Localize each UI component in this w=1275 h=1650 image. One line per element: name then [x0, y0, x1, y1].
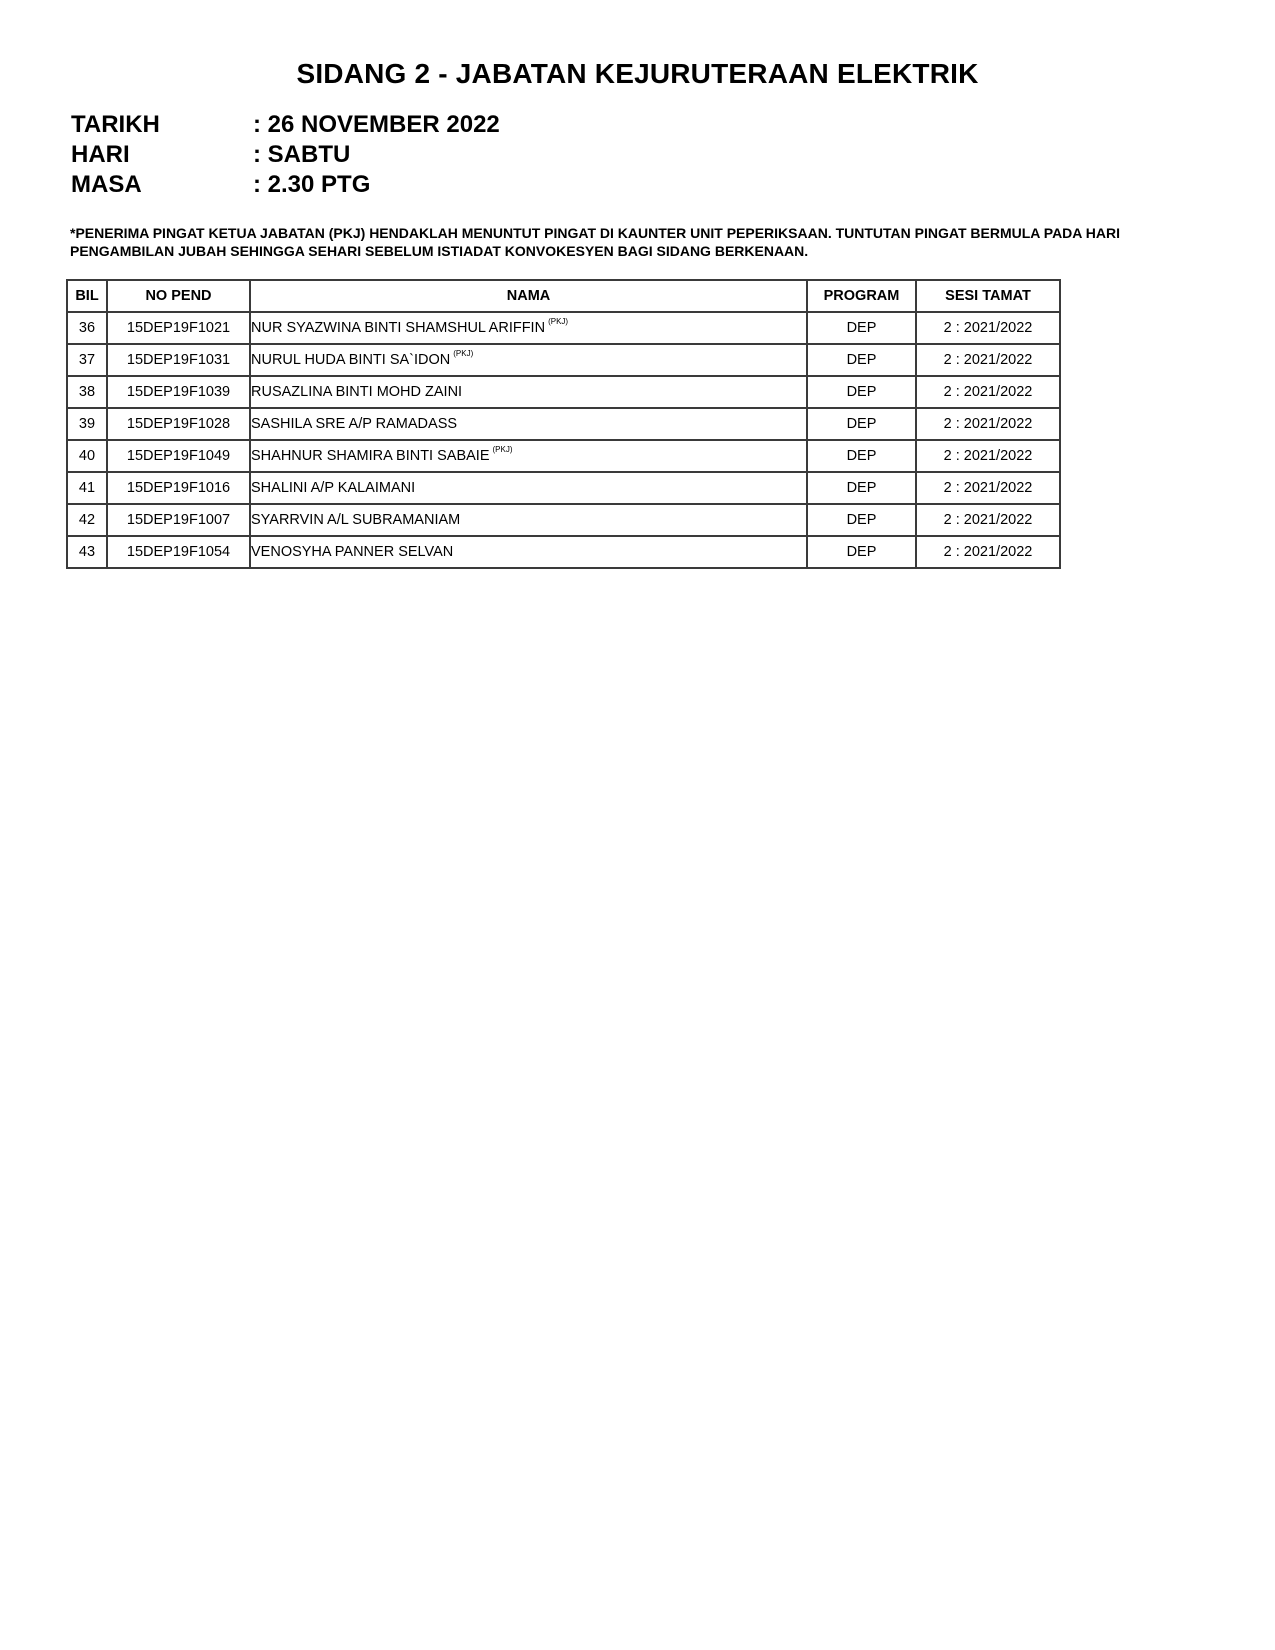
pkj-tag: (PKJ): [548, 317, 569, 326]
cell-bil: 43: [67, 536, 107, 568]
cell-program: DEP: [807, 472, 916, 504]
cell-sesi-tamat: 2 : 2021/2022: [916, 504, 1060, 536]
cell-no-pend: 15DEP19F1021: [107, 312, 250, 344]
table-row: [67, 472, 1060, 504]
cell-bil: 37: [67, 344, 107, 376]
info-value: : 26 NOVEMBER 2022: [253, 111, 500, 138]
cell-sesi-tamat: 2 : 2021/2022: [916, 312, 1060, 344]
student-name: SHALINI A/P KALAIMANI: [251, 480, 416, 496]
cell-program: DEP: [807, 312, 916, 344]
cell-program: DEP: [807, 344, 916, 376]
cell-no-pend: 15DEP19F1016: [107, 472, 250, 504]
pkj-tag: (PKJ): [492, 445, 513, 454]
table-row: [67, 440, 1060, 472]
cell-bil: 40: [67, 440, 107, 472]
cell-no-pend: 15DEP19F1049: [107, 440, 250, 472]
table-header-row: [67, 280, 1060, 312]
cell-program: DEP: [807, 536, 916, 568]
cell-no-pend: 15DEP19F1007: [107, 504, 250, 536]
page-title: SIDANG 2 - JABATAN KEJURUTERAAN ELEKTRIK: [296, 58, 979, 89]
info-label: HARI: [71, 141, 130, 168]
cell-no-pend: 15DEP19F1039: [107, 376, 250, 408]
cell-nama: [250, 440, 807, 472]
cell-sesi-tamat: 2 : 2021/2022: [916, 408, 1060, 440]
cell-no-pend: 15DEP19F1028: [107, 408, 250, 440]
cell-sesi-tamat: 2 : 2021/2022: [916, 344, 1060, 376]
student-name: SASHILA SRE A/P RAMADASS: [251, 416, 458, 432]
cell-bil: 36: [67, 312, 107, 344]
student-name: RUSAZLINA BINTI MOHD ZAINI: [251, 384, 463, 400]
info-label: TARIKH: [71, 111, 160, 138]
cell-program: DEP: [807, 408, 916, 440]
info-row-hari: [71, 140, 500, 170]
table-row: [67, 536, 1060, 568]
cell-bil: 38: [67, 376, 107, 408]
cell-nama: [250, 376, 807, 408]
table-body: [67, 312, 1060, 568]
student-name: SYARRVIN A/L SUBRAMANIAM: [251, 512, 461, 528]
cell-program: DEP: [807, 504, 916, 536]
cell-nama: [250, 408, 807, 440]
table-row: [67, 376, 1060, 408]
cell-no-pend: 15DEP19F1031: [107, 344, 250, 376]
table-row: [67, 344, 1060, 376]
student-name: VENOSYHA PANNER SELVAN: [251, 544, 454, 560]
column-header-program: PROGRAM: [807, 280, 916, 312]
cell-sesi-tamat: 2 : 2021/2022: [916, 536, 1060, 568]
cell-sesi-tamat: 2 : 2021/2022: [916, 440, 1060, 472]
cell-program: DEP: [807, 440, 916, 472]
column-header-bil: BIL: [67, 280, 107, 312]
cell-program: DEP: [807, 376, 916, 408]
info-row-masa: [71, 170, 500, 200]
info-row-tarikh: [71, 110, 500, 140]
info-value: : 2.30 PTG: [253, 171, 371, 198]
column-header-no-pend: NO PEND: [107, 280, 250, 312]
cell-no-pend: 15DEP19F1054: [107, 536, 250, 568]
info-value: : SABTU: [253, 141, 351, 168]
cell-nama: [250, 312, 807, 344]
table-row: [67, 408, 1060, 440]
student-name: NUR SYAZWINA BINTI SHAMSHUL ARIFFIN: [251, 320, 546, 336]
cell-nama: [250, 472, 807, 504]
column-header-nama: NAMA: [250, 280, 807, 312]
cell-nama: [250, 504, 807, 536]
info-label: MASA: [71, 171, 142, 198]
cell-bil: 39: [67, 408, 107, 440]
cell-bil: 42: [67, 504, 107, 536]
cell-bil: 41: [67, 472, 107, 504]
column-header-sesi-tamat: SESI TAMAT: [916, 280, 1060, 312]
student-name: SHAHNUR SHAMIRA BINTI SABAIE: [251, 448, 490, 464]
cell-nama: [250, 344, 807, 376]
pkj-note: *PENERIMA PINGAT KETUA JABATAN (PKJ) HENDAKLAH MENUNTUT PINGAT DI KAUNTER UNIT PEPERIKSAAN. TUNTUTAN PINGAT BERMULA PADA HARI PENGAMBILAN JUBAH SEHINGGA SEHARI SEBELUM ISTIADAT KONVOKESYEN BAGI SIDANG BERKENAAN.: [70, 225, 1120, 259]
table-row: [67, 504, 1060, 536]
pkj-tag: (PKJ): [453, 349, 474, 358]
cell-sesi-tamat: 2 : 2021/2022: [916, 376, 1060, 408]
graduate-table: [66, 279, 1061, 569]
cell-nama: [250, 536, 807, 568]
student-name: NURUL HUDA BINTI SA`IDON: [251, 352, 451, 368]
cell-sesi-tamat: 2 : 2021/2022: [916, 472, 1060, 504]
table-row: [67, 312, 1060, 344]
session-info: [71, 110, 500, 200]
